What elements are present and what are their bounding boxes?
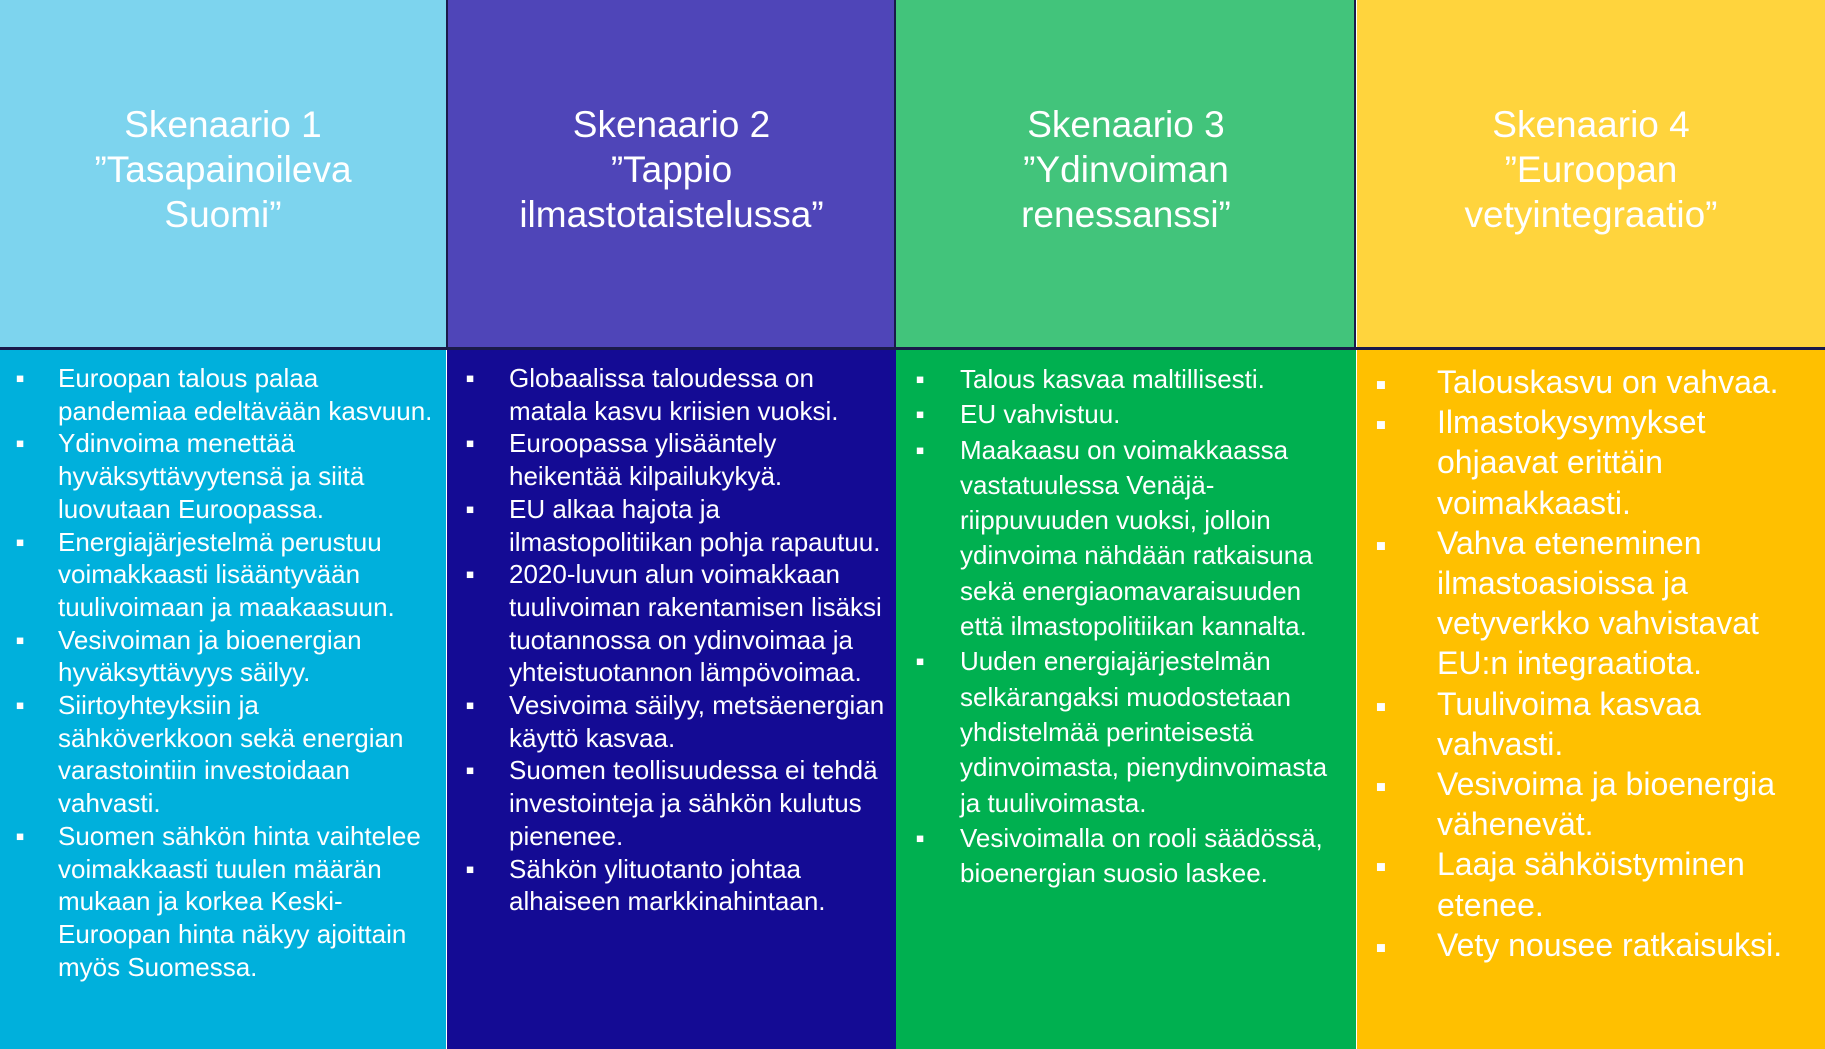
list-item-text: Vety nousee ratkaisuksi. — [1437, 926, 1783, 963]
square-bullet-icon — [13, 427, 27, 460]
list-item-text: Suomen sähkön hinta vaihtelee voimakkaasti tuulen määrän mukaan ja korkea Keski-Euroopan hinta näkyy ajoittain myös Suomessa. — [58, 820, 421, 982]
square-bullet-icon — [913, 644, 927, 679]
scenario-title-1 — [94, 102, 351, 237]
square-bullet-icon — [13, 526, 27, 559]
list-item-text: Suomen teollisuudessa ei tehdä investointeja ja sähkön kulutus pienenee. — [509, 755, 878, 851]
list-item-text: 2020-luvun alun voimakkaan tuulivoiman rakentamisen lisäksi tuotannossa on ydinvoimaa ja yhteistuotannon lämpövoimaa. — [509, 559, 882, 688]
scenario-bullet-list-4 — [1374, 362, 1815, 965]
scenario-column-3 — [896, 0, 1356, 1049]
square-bullet-icon — [463, 427, 477, 460]
list-item — [13, 689, 436, 820]
list-item-text: Globaalissa taloudessa on matala kasvu kriisien vuoksi. — [509, 363, 839, 426]
square-bullet-icon — [463, 362, 477, 395]
scenario-title-2 — [519, 102, 823, 237]
list-item-text: Energiajärjestelmä perustuu voimakkaasti lisääntyvään tuulivoimaan ja maakaasuun. — [58, 526, 395, 622]
list-item — [13, 624, 436, 689]
list-item-text: Talouskasvu on vahvaa. — [1437, 364, 1779, 400]
list-item-text: Tuulivoima kasvaa vahvasti. — [1437, 685, 1701, 762]
list-item-text: Vahva eteneminen ilmastoasioissa ja vetyverkko vahvistavat EU:n integraatiota. — [1437, 524, 1759, 682]
scenario-body-2 — [447, 350, 896, 1049]
list-item — [913, 397, 1346, 432]
list-item — [1374, 402, 1815, 523]
square-bullet-icon — [1374, 404, 1388, 444]
scenario-title-line: Skenaario 2 — [572, 103, 771, 145]
list-item — [463, 427, 886, 492]
list-item-text: Siirtoyhteyksiin ja sähköverkkoon sekä energian varastointiin investoidaan vahvasti. — [58, 690, 404, 819]
scenario-title-4 — [1465, 102, 1718, 237]
square-bullet-icon — [13, 689, 27, 722]
list-item — [13, 820, 436, 984]
list-item-text: Vesivoiman ja bioenergian hyväksyttävyys säilyy. — [58, 624, 362, 688]
square-bullet-icon — [1374, 525, 1388, 565]
square-bullet-icon — [913, 362, 927, 397]
scenario-title-line: Skenaario 1 — [124, 103, 322, 145]
square-bullet-icon — [1374, 686, 1388, 726]
square-bullet-icon — [463, 493, 477, 526]
square-bullet-icon — [1374, 927, 1388, 967]
list-item-text: Euroopassa ylisääntely heikentää kilpailukykyä. — [509, 428, 783, 492]
square-bullet-icon — [463, 754, 477, 787]
list-item-text: Ydinvoima menettää hyväksyttävyytensä ja siitä luovutaan Euroopassa. — [58, 428, 365, 524]
scenario-header-2 — [447, 0, 896, 348]
square-bullet-icon — [13, 820, 27, 853]
list-item-text: Ilmastokysymykset ohjaavat erittäin voimakkaasti. — [1437, 404, 1706, 521]
scenario-title-line: vetyintegraatio” — [1464, 193, 1718, 235]
list-item-text: Vesivoima ja bioenergia vähenevät. — [1437, 766, 1775, 843]
scenario-title-line: ”Tappio — [610, 148, 733, 190]
scenario-title-line: Suomi” — [164, 193, 282, 235]
list-item — [1374, 844, 1815, 924]
list-item — [13, 526, 436, 624]
square-bullet-icon — [463, 853, 477, 886]
list-item-text: Euroopan talous palaa pandemiaa edeltävään kasvuun. — [58, 363, 433, 426]
square-bullet-icon — [1374, 364, 1388, 404]
scenario-bullet-list-2 — [463, 362, 886, 918]
list-item-text: EU vahvistuu. — [960, 399, 1121, 430]
list-item — [913, 644, 1346, 820]
list-item — [913, 362, 1346, 397]
column-divider — [446, 0, 448, 348]
list-item-text: Sähkön ylituotanto johtaa alhaiseen markkinahintaan. — [509, 853, 826, 917]
square-bullet-icon — [913, 433, 927, 468]
scenario-title-line: ”Tasapainoileva — [94, 148, 352, 190]
list-item-text: Vesivoimalla on rooli säädössä, bioenergian suosio laskee. — [960, 822, 1323, 889]
scenario-body-1 — [0, 350, 446, 1049]
column-divider — [1354, 0, 1356, 348]
scenario-column-1 — [0, 0, 446, 1049]
list-item-text: Uuden energiajärjestelmän selkärangaksi muodostetaan yhdistelmää perinteisestä ydinvoimasta, pienydinvoimasta ja tuulivoimasta. — [960, 646, 1328, 818]
list-item — [463, 558, 886, 689]
scenario-column-4 — [1357, 0, 1825, 1049]
scenario-bullet-list-3 — [913, 362, 1346, 891]
list-item — [1374, 684, 1815, 764]
list-item — [913, 433, 1346, 645]
list-item-text: Vesivoima säilyy, metsäenergian käyttö kasvaa. — [509, 690, 885, 753]
square-bullet-icon — [913, 821, 927, 856]
scenario-title-line: Skenaario 4 — [1492, 103, 1690, 145]
scenario-header-1 — [0, 0, 446, 348]
scenario-title-3 — [1021, 102, 1231, 237]
list-item — [463, 362, 886, 427]
scenario-bullet-list-1 — [13, 362, 436, 983]
square-bullet-icon — [1374, 766, 1388, 806]
list-item-text: Maakaasu on voimakkaassa vastatuulessa Venäjä-riippuvuuden vuoksi, jolloin ydinvoima nähdään ratkaisuna sekä energiaomavaraisuuden että ilmastopolitiikan kannalta. — [960, 434, 1313, 642]
column-divider — [894, 0, 896, 348]
scenario-title-line: ilmastotaistelussa” — [519, 193, 824, 235]
header-divider — [0, 347, 1825, 350]
scenario-title-line: ”Ydinvoiman — [1023, 148, 1229, 190]
list-item — [1374, 764, 1815, 844]
scenario-title-line: Skenaario 3 — [1027, 103, 1225, 145]
list-item — [1374, 362, 1815, 402]
scenario-body-4 — [1357, 350, 1825, 1049]
square-bullet-icon — [13, 624, 27, 657]
list-item-text: EU alkaa hajota ja ilmastopolitiikan pohja rapautuu. — [509, 493, 881, 557]
scenario-header-4 — [1357, 0, 1825, 348]
list-item — [463, 493, 886, 558]
square-bullet-icon — [1374, 846, 1388, 886]
scenario-column-2 — [447, 0, 896, 1049]
list-item — [913, 821, 1346, 892]
square-bullet-icon — [463, 689, 477, 722]
square-bullet-icon — [463, 558, 477, 591]
scenario-header-3 — [896, 0, 1356, 348]
list-item — [463, 853, 886, 918]
list-item — [463, 689, 886, 754]
list-item — [13, 427, 436, 525]
list-item — [1374, 523, 1815, 684]
list-item — [1374, 925, 1815, 965]
scenario-title-line: ”Euroopan — [1504, 148, 1678, 190]
list-item — [13, 362, 436, 427]
list-item-text: Talous kasvaa maltillisesti. — [960, 364, 1265, 394]
square-bullet-icon — [13, 362, 27, 395]
list-item — [463, 754, 886, 852]
scenario-body-3 — [896, 350, 1356, 1049]
scenario-title-line: renessanssi” — [1021, 193, 1231, 235]
list-item-text: Laaja sähköistyminen etenee. — [1437, 846, 1745, 923]
square-bullet-icon — [913, 397, 927, 432]
